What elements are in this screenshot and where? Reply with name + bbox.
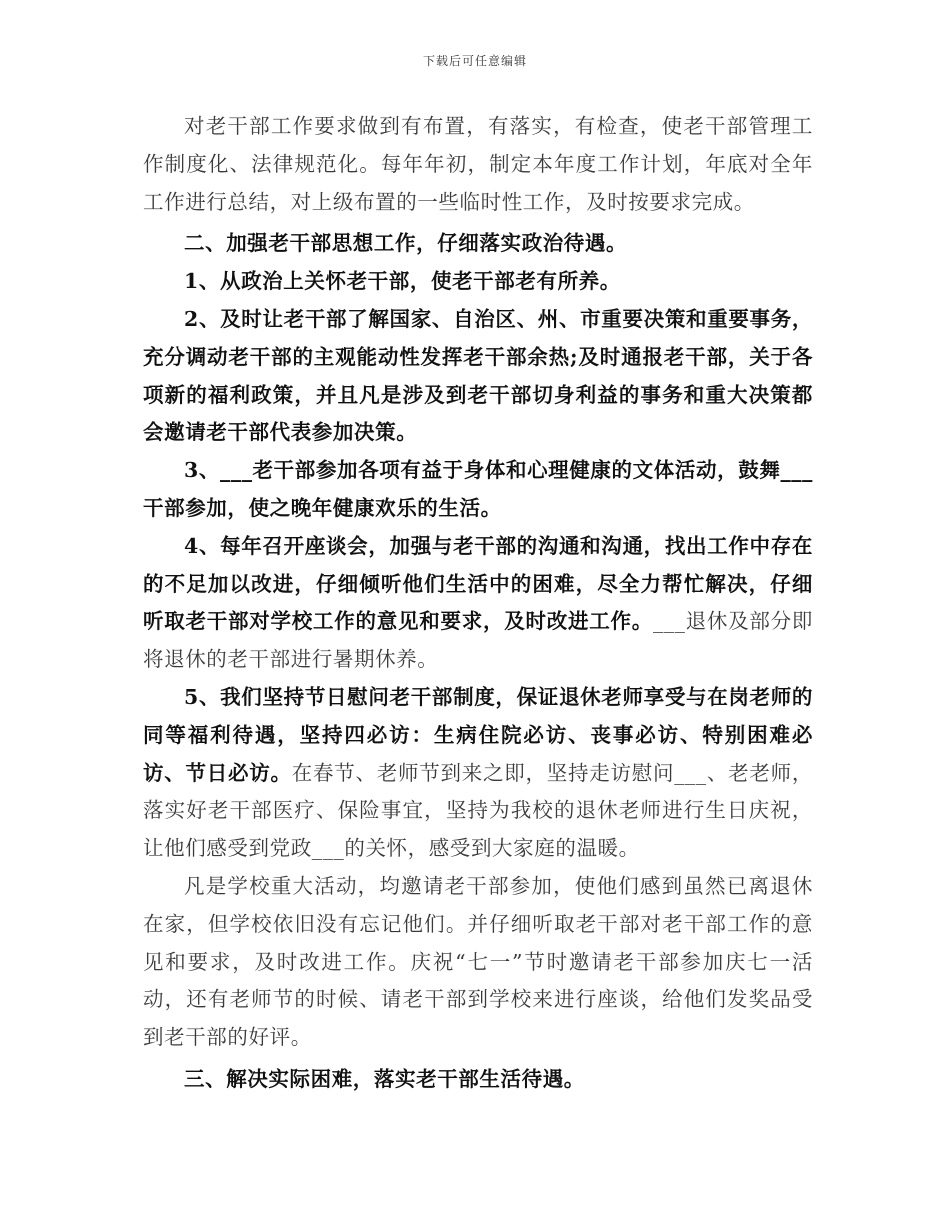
document-body [143, 108, 813, 1099]
item-5-normal-text: 在春节、老师节到来之即，坚持走访慰问___、老老师，落实好老干部医疗、保险事宜，坚持为我校的退休老师进行生日庆祝，让他们感受到党政___的关怀，感受到大家庭的温暖。 [143, 760, 814, 861]
item-4-bold-text: 4、每年召开座谈会，加强与老干部的沟通和沟通，找出工作中存在的不足加以改进，仔细倾听他们生活中的困难，尽全力帮忙解决，仔细听取老干部对学校工作的意见和要求，及时改进工作。 [143, 533, 813, 634]
item-5-bold-text: 5、我们坚持节日慰问老干部制度，保证退休老师享受与在岗老师的同等福利待遇，坚持四必访：生病住院必访、丧事必访、特别困难必访、节日必访。 [143, 684, 813, 785]
download-note: 下载后可任意编辑 [422, 54, 527, 68]
section-heading-2: 二、加强老干部思想工作，仔细落实政治待遇。 [184, 231, 628, 256]
section-heading-3: 三、解决实际困难，落实老干部生活待遇。 [184, 1066, 585, 1091]
item-5 [143, 679, 813, 868]
item-4 [143, 528, 813, 679]
item-2: 2、及时让老干部了解国家、自治区、州、市重要决策和重要事务，充分调动老干部的主观能动性发挥老干部余热;及时通报老干部，关于各项新的福利政策，并且凡是涉及到老干部切身利益的事务和重大决策都会邀请老干部代表参加决策。 [143, 306, 813, 445]
paragraph-major-activities: 凡是学校重大活动，均邀请老干部参加，使他们感到虽然已离退休在家，但学校依旧没有忘记他们。并仔细听取老干部对老干部工作的意见和要求，及时改进工作。庆祝“七一”节时邀请老干部参加庆七一活动，还有老师节的时候、请老干部到学校来进行座谈，给他们发奖品受到老干部的好评。 [143, 873, 813, 1050]
item-1: 1、从政治上关怀老干部，使老干部老有所养。 [184, 269, 621, 294]
item-4-normal-text: ___退休及部分即将退休的老干部进行暑期休养。 [143, 609, 813, 672]
paragraph-work-requirements: 对老干部工作要求做到有布置，有落实，有检查，使老干部管理工作制度化、法律规范化。每年年初，制定本年度工作计划，年底对全年工作进行总结，对上级布置的一些临时性工作，及时按要求完成。 [143, 114, 813, 214]
item-3: 3、___老干部参加各项有益于身体和心理健康的文体活动，鼓舞___干部参加，使之晚年健康欢乐的生活。 [143, 458, 813, 520]
